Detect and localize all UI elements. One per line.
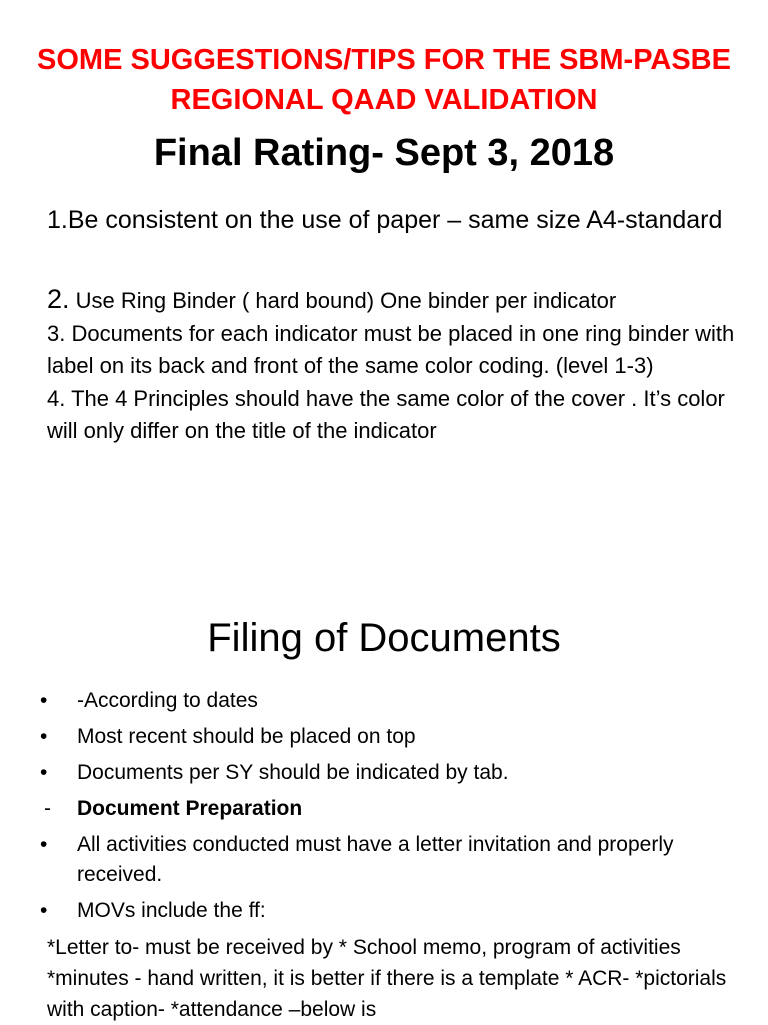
filing-title: Filing of Documents — [207, 616, 561, 660]
slide-subtitle: Final Rating- Sept 3, 2018 — [153, 132, 615, 174]
tip-item-2-number: 2. — [47, 284, 70, 314]
tip-item-3: 3. Documents for each indicator must be placed in one ring binder with label on its back and front of the same color coding. (level 1-3) — [47, 320, 735, 378]
tip-items — [47, 283, 737, 448]
movs-detail: *Letter to- must be received by * School memo, program of activities *minutes - hand written, it is better if there is a template * ACR- *pictorials with caption- *attendance –below is — [47, 936, 727, 1021]
list-item-text-bold: Document Preparation — [77, 797, 303, 820]
tip-item-2-text: Use Ring Binder ( hard bound) One binder per indicator — [69, 288, 617, 313]
list-item — [40, 686, 740, 716]
list-item-text: Documents per SY should be indicated by tab. — [77, 761, 509, 784]
bullet-mark: • — [40, 833, 48, 856]
list-item — [40, 896, 740, 926]
list-item-text: -According to dates — [77, 689, 258, 712]
tip-item-2 — [47, 283, 737, 318]
filing-list — [40, 686, 740, 932]
tip-item-1: 1.Be consistent on the use of paper – same size A4-standard — [47, 206, 723, 234]
list-item — [40, 830, 740, 890]
slide-filing — [0, 580, 768, 1024]
bullet-mark: • — [40, 761, 48, 784]
bullet-mark: • — [40, 689, 48, 712]
bullet-mark: • — [40, 725, 48, 748]
list-item-text: Most recent should be placed on top — [77, 725, 416, 748]
list-item-text: All activities conducted must have a letter invitation and properly received. — [77, 833, 674, 886]
list-item — [40, 758, 740, 788]
list-item — [40, 794, 740, 824]
bullet-mark: • — [40, 899, 48, 922]
tip-item-4: 4. The 4 Principles should have the same color of the cover . It’s color will only differ on the title of the indicator — [47, 385, 725, 443]
dash-mark: - — [44, 797, 51, 820]
list-item — [40, 722, 740, 752]
slide-title-red: SOME SUGGESTIONS/TIPS FOR THE SBM-PASBE REGIONAL QAAD VALIDATION — [37, 44, 731, 116]
list-item-text: MOVs include the ff: — [77, 899, 266, 922]
